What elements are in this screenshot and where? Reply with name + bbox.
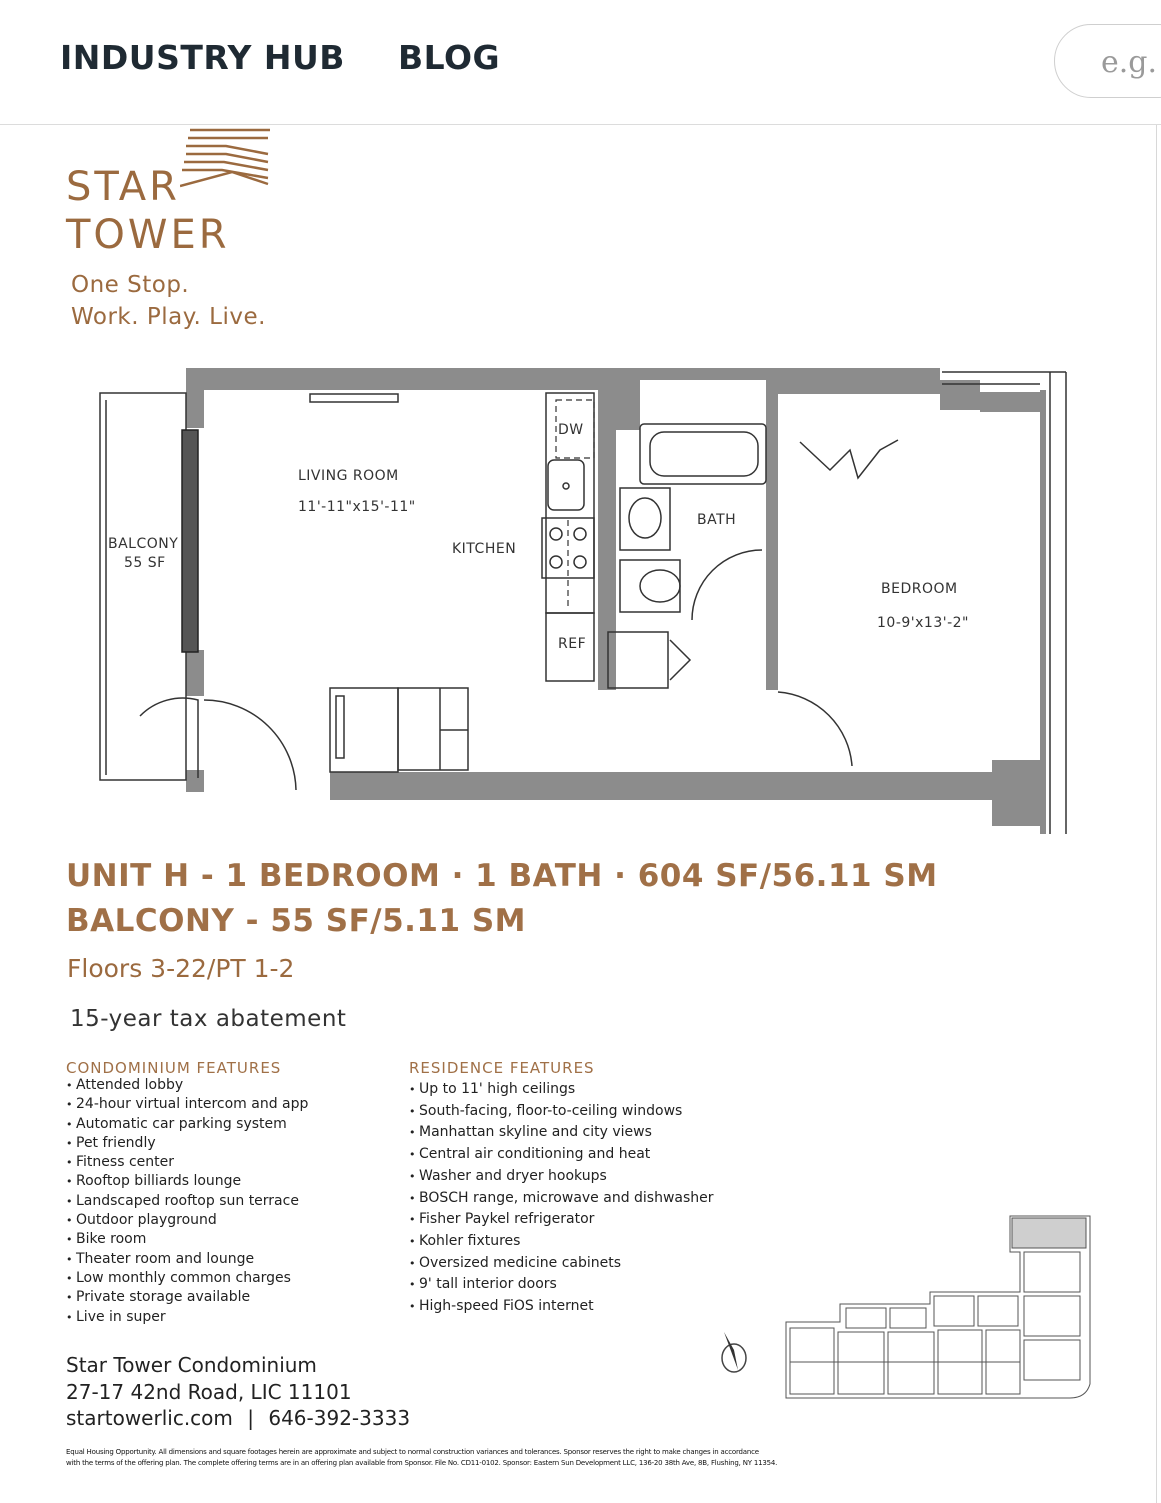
building-name: Star Tower Condominium — [66, 1353, 317, 1377]
refrigerator-label: REF — [558, 636, 587, 652]
list-item: • Bike room — [66, 1230, 308, 1249]
nav-industry-hub-link[interactable]: INDUSTRY HUB — [60, 38, 345, 77]
dishwasher-label: DW — [558, 422, 584, 438]
bedroom-label: BEDROOM — [881, 581, 958, 597]
tax-abatement: 15-year tax abatement — [70, 1006, 347, 1032]
list-item: • Oversized medicine cabinets — [409, 1253, 714, 1275]
residence-features-heading: RESIDENCE FEATURES — [409, 1059, 595, 1077]
list-item: • Landscaped rooftop sun terrace — [66, 1192, 308, 1211]
list-item: • Manhattan skyline and city views — [409, 1122, 714, 1144]
list-item: • Live in super — [66, 1308, 308, 1327]
website-text: startowerlic.com — [66, 1406, 233, 1430]
kitchen-label: KITCHEN — [452, 541, 517, 557]
list-item: • 9' tall interior doors — [409, 1274, 714, 1296]
contact-separator: | — [247, 1406, 254, 1430]
balcony-size: 55 SF — [124, 555, 166, 571]
condo-features-heading: CONDOMINIUM FEATURES — [66, 1059, 282, 1077]
phone-text: 646-392-3333 — [268, 1406, 411, 1430]
floor-plan-walls — [186, 368, 1046, 834]
tagline-line1: One Stop. — [71, 272, 190, 298]
list-item: • Rooftop billiards lounge — [66, 1172, 308, 1191]
list-item: • BOSCH range, microwave and dishwasher — [409, 1188, 714, 1210]
list-item: • 24-hour virtual intercom and app — [66, 1095, 308, 1114]
list-item: • Attended lobby — [66, 1076, 308, 1095]
contact-line — [66, 1406, 410, 1430]
building-keyplan-icon — [780, 1212, 1092, 1402]
tagline-line2: Work. Play. Live. — [71, 304, 266, 330]
bath-label: BATH — [697, 512, 737, 528]
bedroom-size: 10-9'x13'-2" — [877, 615, 969, 631]
unit-title: UNIT H - 1 BEDROOM · 1 BATH · 604 SF/56.11 SM — [66, 858, 938, 894]
floors-info: Floors 3-22/PT 1-2 — [67, 954, 295, 983]
list-item: • Up to 11' high ceilings — [409, 1079, 714, 1101]
legal-fineprint-line1: Equal Housing Opportunity. All dimensions and square footages herein are approximate and subject to normal construction variances and tolerances. Sponsor reserves the right to make changes in accordance — [66, 1448, 759, 1456]
list-item: • South-facing, floor-to-ceiling windows — [409, 1101, 714, 1123]
list-item: • Automatic car parking system — [66, 1115, 308, 1134]
living-room-label: LIVING ROOM — [298, 468, 399, 484]
living-room-size: 11'-11"x15'-11" — [298, 499, 416, 515]
list-item: • Outdoor playground — [66, 1211, 308, 1230]
legal-fineprint-line2: with the terms of the offering plan. The complete offering terms are in an offering plan available from Sponsor. File No. CD11-0102. Sponsor: Eastern Sun Development LLC, 136-20 38th Ave, 8B, Flushing, NY 11354. — [66, 1459, 778, 1467]
logo-name-line1: STAR — [66, 164, 180, 210]
logo-name-line2: TOWER — [66, 212, 230, 258]
list-item: • Fisher Paykel refrigerator — [409, 1209, 714, 1231]
list-item: • Fitness center — [66, 1153, 308, 1172]
balcony-label: BALCONY — [108, 536, 179, 552]
list-item: • Washer and dryer hookups — [409, 1166, 714, 1188]
list-item: • Kohler fixtures — [409, 1231, 714, 1253]
list-item: • Private storage available — [66, 1288, 308, 1307]
list-item: • Pet friendly — [66, 1134, 308, 1153]
building-address: 27-17 42nd Road, LIC 11101 — [66, 1380, 352, 1404]
condo-features-list — [66, 1076, 308, 1327]
north-compass-icon — [716, 1330, 752, 1376]
residence-features-list — [409, 1079, 714, 1318]
list-item: • Low monthly common charges — [66, 1269, 308, 1288]
list-item: • Theater room and lounge — [66, 1250, 308, 1269]
list-item: • High-speed FiOS internet — [409, 1296, 714, 1318]
list-item: • Central air conditioning and heat — [409, 1144, 714, 1166]
nav-blog-link[interactable]: BLOG — [398, 38, 501, 77]
balcony-title: BALCONY - 55 SF/5.11 SM — [66, 903, 527, 939]
